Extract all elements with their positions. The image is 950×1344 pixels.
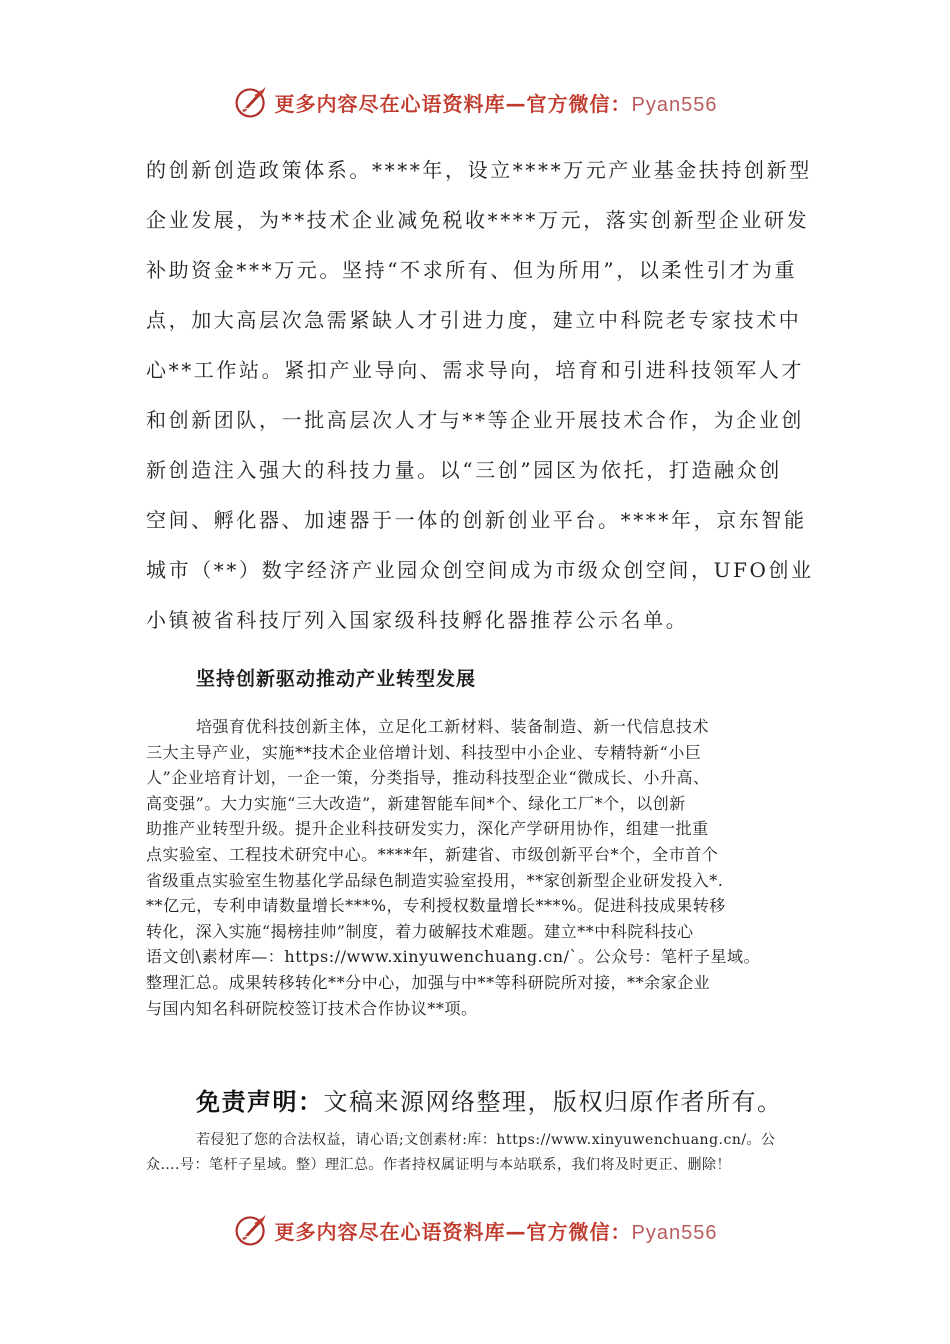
disclaimer-body [146, 1128, 826, 1178]
body-line: 小镇被省科技厅列入国家级科技孵化器推荐公示名单。 [146, 608, 689, 632]
paragraph-line: 与国内知名科研院校签订技术合作协议**项。 [146, 998, 478, 1018]
footer-banner [0, 1208, 950, 1252]
body-line: 补助资金***万元。坚持“不求所有、但为所用”，以柔性引才为重 [146, 258, 798, 282]
paragraph-line: 人”企业培育计划，一企一策，分类指导，推动科技型企业“微成长、小升高、 [146, 768, 710, 788]
body-line: 企业发展，为**技术企业减免税收****万元，落实创新型企业研发 [146, 208, 810, 232]
paragraph-line: 培强育优科技创新主体，立足化工新材料、装备制造、新一代信息技术 [196, 717, 710, 736]
disclaimer-line: 若侵犯了您的合法权益，请心语;文创素材:库：https://www.xinyuwenchuang.cn/。公 [196, 1132, 776, 1148]
banner-text: 更多内容尽在心语资料库—官方微信：Pyan556 [274, 1219, 718, 1244]
quill-logo-icon [233, 84, 269, 120]
paragraph-line: 转化，深入实施“揭榜挂帅”制度，着力破解技术难题。建立**中科院科技心 [146, 921, 694, 941]
paragraph-line: 助推产业转型升级。提升企业科技研发实力，深化产学研用协作，组建一批重 [146, 819, 709, 839]
disclaimer-title [196, 1082, 783, 1117]
paragraph-line: 高变强”。大力实施“三大改造”，新建智能车间*个、绿化工厂*个，以创新 [146, 793, 686, 813]
header-banner [0, 80, 950, 124]
body-text [146, 152, 816, 652]
paragraph-line: **亿元，专利申请数量增长***%，专利授权数量增长***%。促进科技成果转移 [146, 896, 726, 916]
disclaimer-label: 免责声明： [196, 1088, 324, 1116]
wechat-id: Pyan556 [631, 93, 718, 116]
section-heading: 坚持创新驱动推动产业转型发展 [196, 668, 477, 690]
body-line: 心**工作站。紧扣产业导向、需求导向，培育和引进科技领军人才 [146, 358, 804, 382]
body-line: 城市（**）数字经济产业园众创空间成为市级众创空间，UFO创业 [146, 558, 814, 582]
disclaimer-line: 众….号：笔杆子星域。整）理汇总。作者持权属证明与本站联系，我们将及时更正、删除！ [146, 1157, 731, 1173]
body-line: 新创造注入强大的科技力量。以“三创”园区为依托，打造融众创 [146, 458, 782, 482]
paragraph-line: 省级重点实验室生物基化学品绿色制造实验室投用，**家创新型企业研发投入*. [146, 870, 724, 890]
body-line: 点，加大高层次急需紧缺人才引进力度，建立中科院老专家技术中 [146, 308, 802, 332]
paragraph-line: 三大主导产业，实施**技术企业倍增计划、科技型中小企业、专精特新“小巨 [146, 742, 702, 762]
quill-logo-icon [233, 1212, 269, 1248]
paragraph-line: 语文创\素材库—：https://www.xinyuwenchuang.cn/`。公众号：笔杆子星域。 [146, 947, 761, 967]
body-line: 空间、孵化器、加速器于一体的创新创业平台。****年，京东智能 [146, 508, 807, 532]
paragraph-line: 整理汇总。成果转移转化**分中心，加强与中**等科研院所对接，**余家企业 [146, 972, 711, 992]
body-line: 和创新团队，一批高层次人才与**等企业开展技术合作，为企业创 [146, 408, 804, 432]
section-paragraph [146, 714, 806, 1021]
disclaimer-text: 文稿来源网络整理，版权归原作者所有。 [323, 1088, 783, 1116]
paragraph-line: 点实验室、工程技术研究中心。****年，新建省、市级创新平台*个，全市首个 [146, 844, 719, 864]
body-line: 的创新创造政策体系。****年，设立****万元产业基金扶持创新型 [146, 158, 812, 182]
banner-text: 更多内容尽在心语资料库—官方微信：Pyan556 [274, 91, 718, 116]
wechat-id: Pyan556 [631, 1221, 718, 1244]
